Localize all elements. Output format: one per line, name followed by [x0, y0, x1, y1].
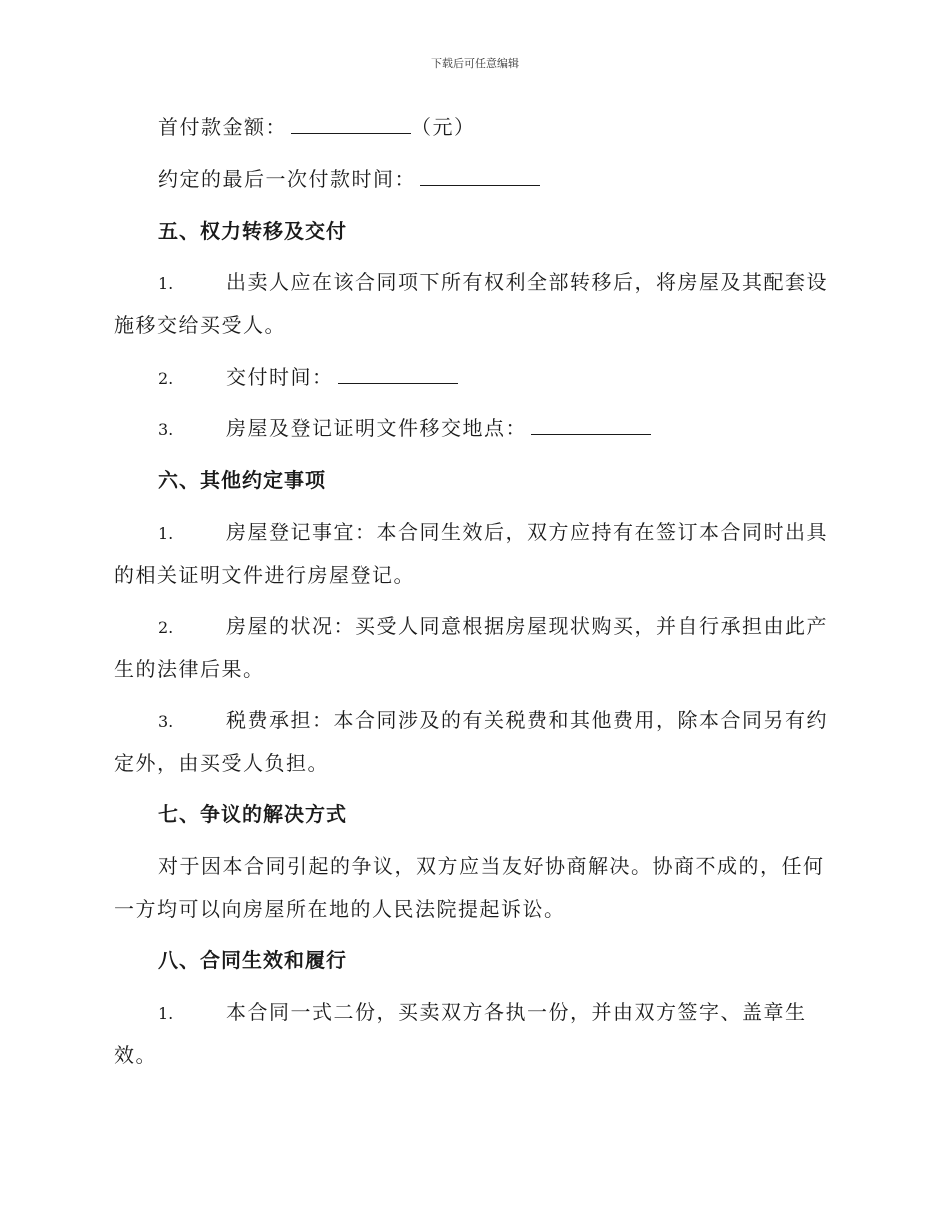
currency-unit: （元）	[411, 115, 476, 139]
item-text: 税费承担：本合同涉及的有关税费和其他费用，除本合同另有约	[226, 708, 828, 732]
section-6-item-2-cont: 生的法律后果。	[114, 657, 265, 681]
section-8-item-1	[158, 998, 807, 1028]
section-6-item-1-cont: 的相关证明文件进行房屋登记。	[114, 563, 415, 587]
section-8-item-1-cont: 效。	[114, 1043, 157, 1067]
item-number: 1.	[158, 274, 174, 293]
down-payment-blank[interactable]	[291, 113, 411, 134]
section-5-item-2	[158, 363, 458, 393]
delivery-time-blank[interactable]	[338, 363, 458, 384]
final-payment-label: 约定的最后一次付款时间：	[158, 167, 416, 191]
down-payment-line	[158, 113, 476, 141]
section-5-heading: 五、权力转移及交付	[158, 219, 347, 243]
item-text: 房屋的状况：买受人同意根据房屋现状购买，并自行承担由此产	[226, 614, 828, 638]
page-header: 下载后可任意编辑	[431, 57, 519, 70]
section-8-heading: 八、合同生效和履行	[158, 948, 347, 972]
section-5-item-3	[158, 414, 651, 444]
section-5-item-1-cont: 施移交给买受人。	[114, 313, 286, 337]
item-number: 2.	[158, 369, 174, 388]
section-6-item-3	[158, 706, 828, 736]
item-number: 1.	[158, 524, 174, 543]
section-7-text-cont: 一方均可以向房屋所在地的人民法院提起诉讼。	[114, 897, 566, 921]
section-6-heading: 六、其他约定事项	[158, 468, 326, 492]
section-7-heading: 七、争议的解决方式	[158, 802, 347, 826]
item-text: 本合同一式二份，买卖双方各执一份，并由双方签字、盖章生	[226, 1000, 807, 1024]
final-payment-line	[158, 165, 540, 193]
item-number: 1.	[158, 1004, 174, 1023]
item-number: 3.	[158, 712, 174, 731]
item-text: 出卖人应在该合同项下所有权利全部转移后，将房屋及其配套设	[226, 270, 828, 294]
handover-place-blank[interactable]	[531, 414, 651, 435]
section-6-item-3-cont: 定外，由买受人负担。	[114, 751, 329, 775]
item-number: 2.	[158, 618, 174, 637]
down-payment-label: 首付款金额：	[158, 115, 287, 139]
section-6-item-1	[158, 518, 828, 548]
section-6-item-2	[158, 612, 828, 642]
final-payment-blank[interactable]	[420, 165, 540, 186]
section-5-item-1	[158, 268, 828, 298]
item-text: 房屋登记事宜：本合同生效后，双方应持有在签订本合同时出具	[226, 520, 828, 544]
delivery-time-label: 交付时间：	[226, 365, 334, 389]
section-7-text: 对于因本合同引起的争议，双方应当友好协商解决。协商不成的，任何	[158, 854, 825, 878]
handover-place-label: 房屋及登记证明文件移交地点：	[226, 416, 527, 440]
item-number: 3.	[158, 420, 174, 439]
